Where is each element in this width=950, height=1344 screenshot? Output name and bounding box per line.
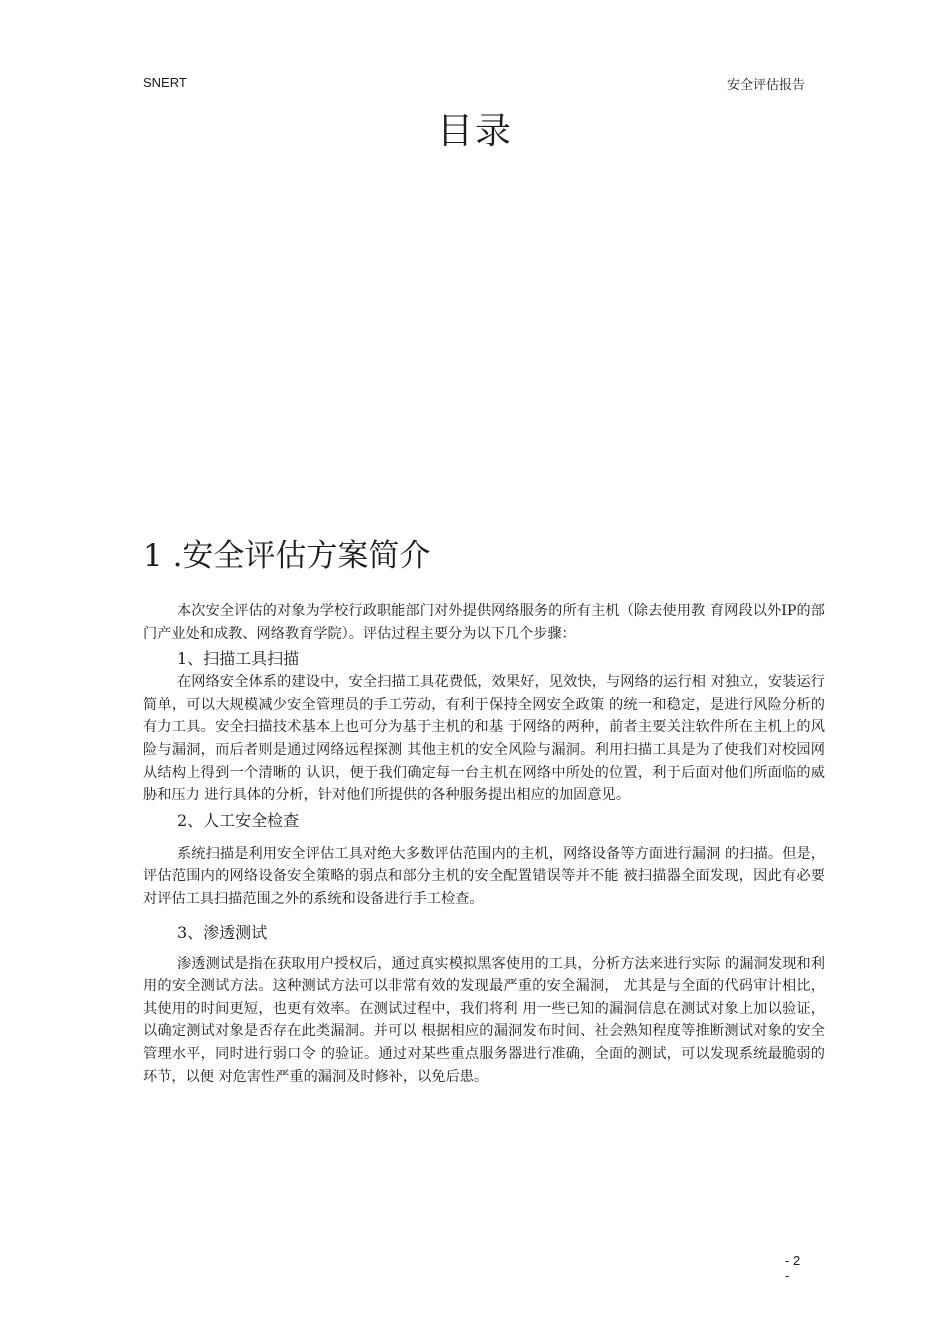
step-body: 在网络安全体系的建设中，安全扫描工具花费低，效果好，见效快，与网络的运行相 对独立，安装运行简单，可以大规模减少安全管理员的手工劳动，有利于保持全网安全政策 的统一和稳定，是进行风险分析的有力工具。安全扫描技术基本上也可分为基于主机的和基 于网络的两种，前者主要关注软件所在主机上的风险与漏洞，而后者则是通过网络远程探测 其他主机的安全风险与漏洞。利用扫描工具是为了使我们对校园网从结构上得到一个清晰的 认识，便于我们确定每一台主机在网络中所处的位置，利于后面对他们所面临的威胁和压力 进行具体的分析，针对他们所提供的各种服务提出相应的加固意见。 — [143, 674, 825, 804]
toc-title: 目录 — [436, 111, 513, 152]
page-number-dash: - — [785, 1268, 790, 1283]
step-body: 渗透测试是指在获取用户授权后，通过真实模拟黑客使用的工具，分析方法来进行实际 的漏洞发现和利用的安全测试方法。这种测试方法可以非常有效的发现最严重的安全漏洞， 尤其是与全面的代码审计相比，其使用的时间更短，也更有效率。在测试过程中，我们将利 用一些已知的漏洞信息在测试对象上加以验证，以确定测试对象是否存在此类漏洞。并可以 根据相应的漏洞发布时间、社会熟知程度等推断测试对象的安全管理水平，同时进行弱口令 的验证。通过对某些重点服务器进行准确，全面的测试，可以发现系统最脆弱的环节，以便 对危害性严重的漏洞及时修补，以免后患。 — [143, 955, 825, 1085]
page-number — [785, 1253, 800, 1283]
header-right-label: 安全评估报告 — [726, 78, 805, 93]
section-heading: 1 .安全评估方案简介 — [143, 538, 431, 574]
step-body: 系统扫描是利用安全评估工具对绝大多数评估范围内的主机，网络设备等方面进行漏洞 的扫描。但是，评估范围内的网络设备安全策略的弱点和部分主机的安全配置错误等并不能 被扫描器全面发现，因此有必要对评估工具扫描范围之外的系统和设备进行手工检查。 — [143, 845, 825, 907]
page-number-value: - 2 — [785, 1253, 801, 1268]
step-title: 1、扫描工具扫描 — [177, 649, 300, 669]
intro-paragraph: 本次安全评估的对象为学校行政职能部门对外提供网络服务的所有主机（除去使用教 育网段以外IP的部门产业处和成教、网络教育学院）。评估过程主要分为以下几个步骤： — [143, 603, 825, 642]
step-title: 2、人工安全检查 — [177, 810, 300, 830]
header-left-label: SNERT — [143, 75, 187, 90]
section-content — [143, 600, 825, 1088]
step-title: 3、渗透测试 — [177, 922, 268, 942]
